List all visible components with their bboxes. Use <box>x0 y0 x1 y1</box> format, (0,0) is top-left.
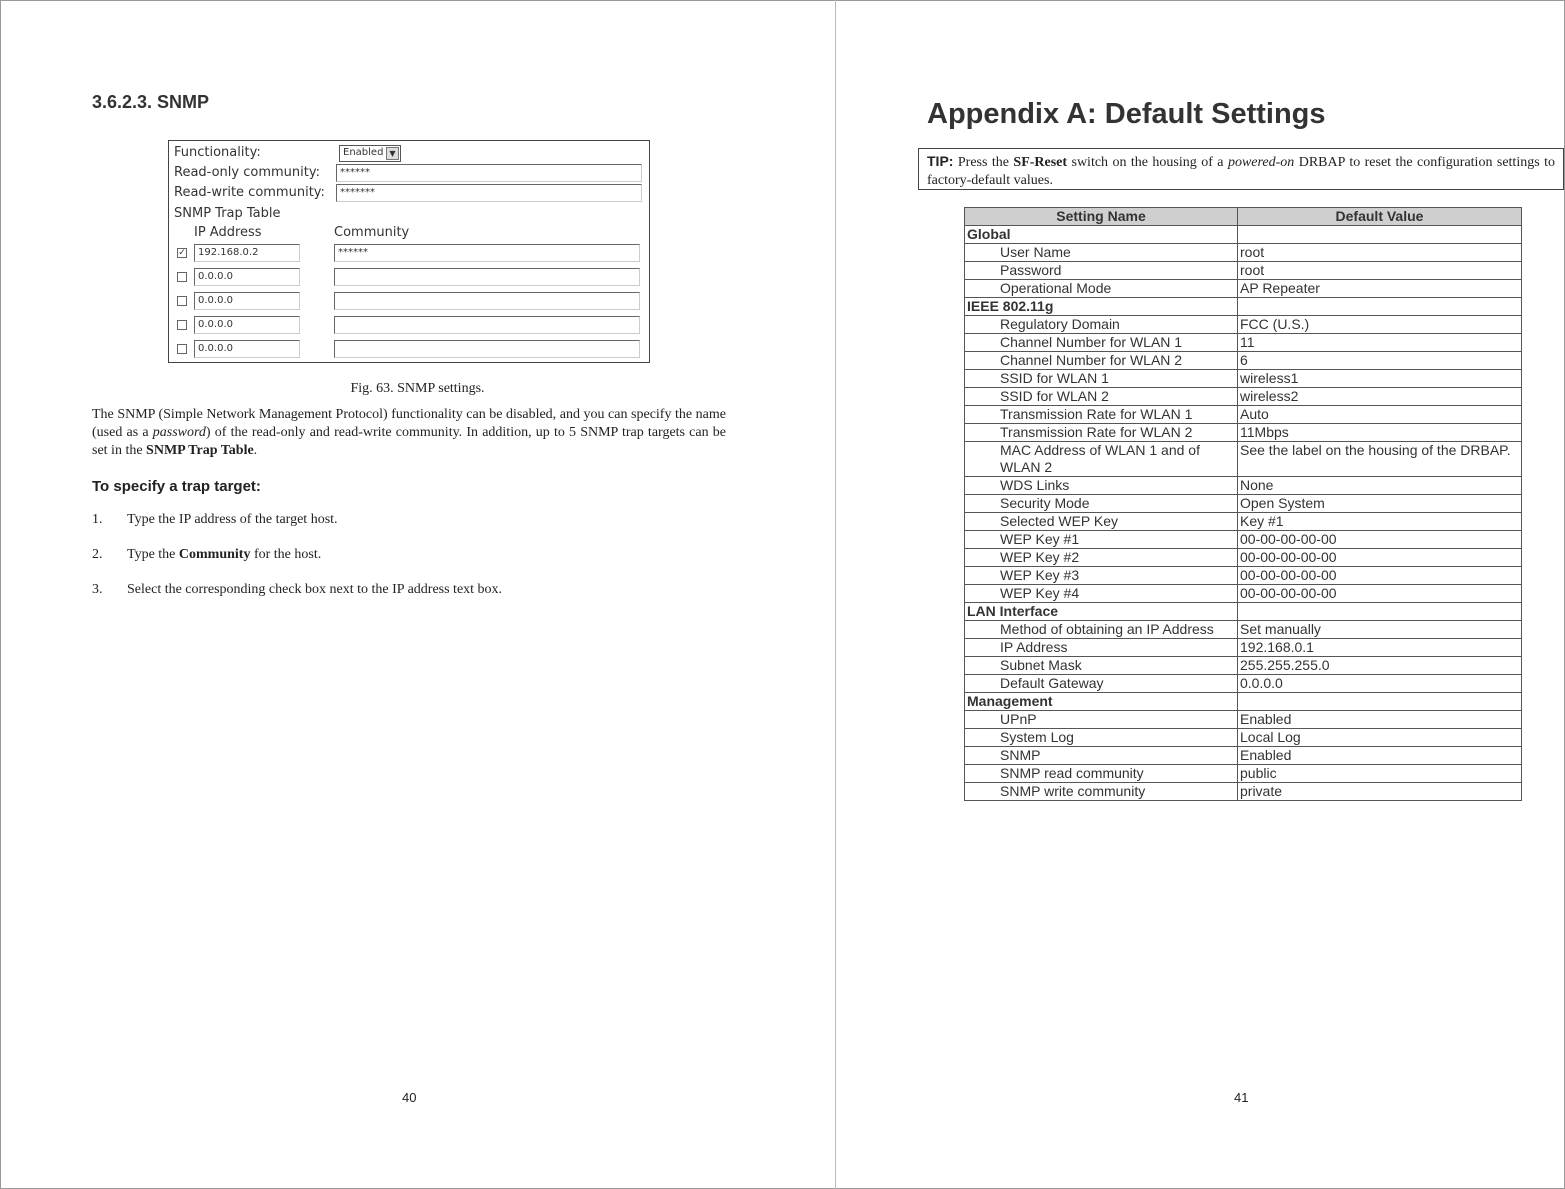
default-value: See the label on the housing of the DRBAP. <box>1238 442 1522 477</box>
setting-name: WEP Key #1 <box>965 531 1238 549</box>
read-only-community-input[interactable]: ****** <box>336 164 642 182</box>
group-name: IEEE 802.11g <box>965 298 1238 316</box>
table-row <box>965 549 1522 567</box>
functionality-label: Functionality: <box>174 145 261 160</box>
default-value: public <box>1238 765 1522 783</box>
trap-enable-checkbox[interactable] <box>177 272 187 282</box>
table-row <box>965 585 1522 603</box>
table-row <box>965 388 1522 406</box>
table-row <box>965 406 1522 424</box>
default-value: wireless2 <box>1238 388 1522 406</box>
trap-enable-checkbox[interactable] <box>177 344 187 354</box>
default-value: 00-00-00-00-00 <box>1238 567 1522 585</box>
table-row <box>965 352 1522 370</box>
tip-label: TIP: <box>927 153 954 169</box>
default-value: 6 <box>1238 352 1522 370</box>
setting-name: MAC Address of WLAN 1 and of WLAN 2 <box>965 442 1238 477</box>
trap-community-input[interactable] <box>334 340 640 358</box>
default-value: 00-00-00-00-00 <box>1238 585 1522 603</box>
group-name: Management <box>965 693 1238 711</box>
default-value: wireless1 <box>1238 370 1522 388</box>
table-group-row <box>965 226 1522 244</box>
page-number: 41 <box>1234 1090 1249 1105</box>
default-value: Open System <box>1238 495 1522 513</box>
table-row <box>965 729 1522 747</box>
default-value: 11 <box>1238 334 1522 352</box>
default-value: Key #1 <box>1238 513 1522 531</box>
default-value: 192.168.0.1 <box>1238 639 1522 657</box>
chevron-down-icon[interactable]: ▼ <box>386 147 399 160</box>
default-value: Set manually <box>1238 621 1522 639</box>
column-header: Setting Name <box>965 208 1238 226</box>
group-name: Global <box>965 226 1238 244</box>
default-value: AP Repeater <box>1238 280 1522 298</box>
right-page <box>836 0 1565 1189</box>
trap-ip-input[interactable]: 0.0.0.0 <box>194 316 300 334</box>
default-value: None <box>1238 477 1522 495</box>
tip-box: TIP: Press the SF-Reset switch on the housing of a powered-on DRBAP to reset the configuration settings to factory-default values. <box>918 148 1564 190</box>
ip-address-header: IP Address <box>194 225 262 240</box>
table-row <box>965 747 1522 765</box>
default-value: 255.255.255.0 <box>1238 657 1522 675</box>
table-group-row <box>965 298 1522 316</box>
default-value: Local Log <box>1238 729 1522 747</box>
table-row <box>965 567 1522 585</box>
setting-name: SSID for WLAN 1 <box>965 370 1238 388</box>
setting-name: SNMP read community <box>965 765 1238 783</box>
trap-community-input[interactable] <box>334 316 640 334</box>
default-value: Enabled <box>1238 747 1522 765</box>
subheading: To specify a trap target: <box>92 478 261 495</box>
group-name: LAN Interface <box>965 603 1238 621</box>
table-row <box>965 531 1522 549</box>
setting-name: Security Mode <box>965 495 1238 513</box>
column-header: Default Value <box>1238 208 1522 226</box>
setting-name: SNMP write community <box>965 783 1238 801</box>
default-settings-table <box>964 207 1522 801</box>
community-header: Community <box>334 225 410 240</box>
page-number: 40 <box>402 1090 417 1105</box>
table-row <box>965 244 1522 262</box>
table-row <box>965 765 1522 783</box>
setting-name: System Log <box>965 729 1238 747</box>
read-write-community-input[interactable]: ******* <box>336 184 642 202</box>
trap-enable-checkbox[interactable] <box>177 296 187 306</box>
table-row <box>965 334 1522 352</box>
setting-name: WEP Key #3 <box>965 567 1238 585</box>
default-value: FCC (U.S.) <box>1238 316 1522 334</box>
trap-ip-input[interactable]: 0.0.0.0 <box>194 268 300 286</box>
table-group-row <box>965 603 1522 621</box>
trap-enable-checkbox[interactable]: ✓ <box>178 248 186 258</box>
table-row <box>965 424 1522 442</box>
default-value: 00-00-00-00-00 <box>1238 549 1522 567</box>
snmp-settings-panel <box>168 140 650 363</box>
default-value: Enabled <box>1238 711 1522 729</box>
table-row <box>965 513 1522 531</box>
setting-name: Channel Number for WLAN 1 <box>965 334 1238 352</box>
table-header-row <box>965 208 1522 226</box>
default-value: 00-00-00-00-00 <box>1238 531 1522 549</box>
group-value-empty <box>1238 693 1522 711</box>
read-only-label: Read-only community: <box>174 165 320 180</box>
table-row <box>965 783 1522 801</box>
setting-name: Selected WEP Key <box>965 513 1238 531</box>
setting-name: UPnP <box>965 711 1238 729</box>
setting-name: WEP Key #2 <box>965 549 1238 567</box>
table-row <box>965 477 1522 495</box>
trap-ip-input[interactable]: 192.168.0.2 <box>194 244 300 262</box>
setting-name: SSID for WLAN 2 <box>965 388 1238 406</box>
default-value: Auto <box>1238 406 1522 424</box>
table-row <box>965 711 1522 729</box>
table-row <box>965 442 1522 477</box>
default-value: root <box>1238 244 1522 262</box>
setting-name: Method of obtaining an IP Address <box>965 621 1238 639</box>
table-row <box>965 262 1522 280</box>
group-value-empty <box>1238 603 1522 621</box>
table-group-row <box>965 693 1522 711</box>
trap-community-input[interactable] <box>334 292 640 310</box>
table-row <box>965 657 1522 675</box>
setting-name: WEP Key #4 <box>965 585 1238 603</box>
setting-name: Transmission Rate for WLAN 1 <box>965 406 1238 424</box>
functionality-select[interactable] <box>339 145 401 162</box>
trap-table-label: SNMP Trap Table <box>174 206 281 221</box>
setting-name: Transmission Rate for WLAN 2 <box>965 424 1238 442</box>
table-row <box>965 370 1522 388</box>
read-write-label: Read-write community: <box>174 185 325 200</box>
table-row <box>965 280 1522 298</box>
appendix-title: Appendix A: Default Settings <box>927 98 1326 130</box>
default-value: 0.0.0.0 <box>1238 675 1522 693</box>
setting-name: WDS Links <box>965 477 1238 495</box>
setting-name: SNMP <box>965 747 1238 765</box>
section-heading: 3.6.2.3. SNMP <box>92 92 210 112</box>
default-value: root <box>1238 262 1522 280</box>
setting-name: User Name <box>965 244 1238 262</box>
setting-name: Default Gateway <box>965 675 1238 693</box>
setting-name: Regulatory Domain <box>965 316 1238 334</box>
trap-community-input[interactable] <box>334 268 640 286</box>
default-value: 11Mbps <box>1238 424 1522 442</box>
trap-ip-input[interactable]: 0.0.0.0 <box>194 292 300 310</box>
trap-enable-checkbox[interactable] <box>177 320 187 330</box>
group-value-empty <box>1238 226 1522 244</box>
setting-name: IP Address <box>965 639 1238 657</box>
default-value: private <box>1238 783 1522 801</box>
trap-community-input[interactable]: ****** <box>334 244 640 262</box>
body-paragraph: The SNMP (Simple Network Management Protocol) functionality can be disabled, and you can specify the name (used as a password) of the read-only and read-write community. In addition, up to 5 SNMP trap targets can be set in the SNMP Trap Table. <box>92 407 726 458</box>
table-row <box>965 621 1522 639</box>
left-page: 3.6.2.3. SNMP Functionality: Enabled ▼ Read-only community: ****** Read-write community: ******* SNMP Trap Table IP Address Community ✓ 192.168.0.2 ****** 0.0.0.0 0.0.0.0 0.0.0.0 0.0.0.0 Fig. 63. SNMP settings. The SNMP (Simple Network Management Protocol) functionality can be disabled, and you can specify the name (used as a password) of the read-only and read-write community. In addition, up to 5 SNMP trap targets can be set in the SNMP Trap Table. To specify a trap target: 1. Type the IP address of the target host. 2. Type the Community for the host. 3. Select the corresponding check box next to the IP address text box. 40 <box>0 0 835 1189</box>
trap-ip-input[interactable]: 0.0.0.0 <box>194 340 300 358</box>
table-body <box>965 226 1522 801</box>
setting-name: Channel Number for WLAN 2 <box>965 352 1238 370</box>
table-row <box>965 675 1522 693</box>
group-value-empty <box>1238 298 1522 316</box>
setting-name: Subnet Mask <box>965 657 1238 675</box>
table-row <box>965 495 1522 513</box>
setting-name: Password <box>965 262 1238 280</box>
table-row <box>965 316 1522 334</box>
table-row <box>965 639 1522 657</box>
setting-name: Operational Mode <box>965 280 1238 298</box>
figure-caption: Fig. 63. SNMP settings. <box>350 381 485 396</box>
functionality-value: Enabled <box>343 147 384 158</box>
